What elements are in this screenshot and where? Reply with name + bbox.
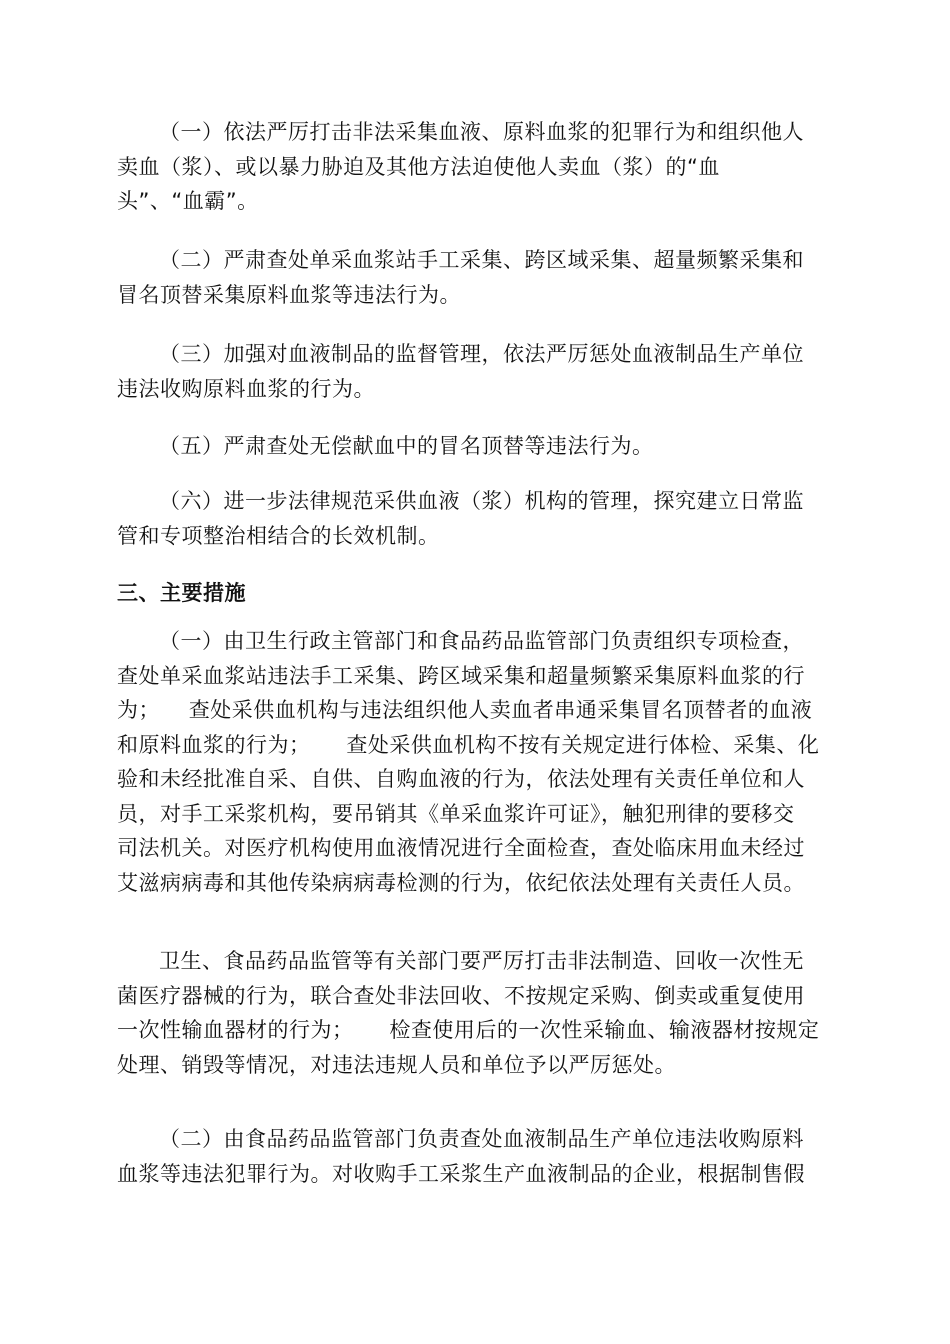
text-line: 处理、销毁等情况，对违法违规人员和单位予以严厉惩处。 <box>117 1052 676 1077</box>
text-line: 员，对手工采浆机构，要吊销其《单采血浆许可证》，触犯刑律的要移交 <box>117 801 795 826</box>
text-line: 头”、“血霸”。 <box>117 189 259 213</box>
paragraph-4 <box>117 429 833 464</box>
text-line: 一次性输血器材的行为； 检查使用后的一次性采输血、输液器材按规定 <box>117 1018 820 1042</box>
text-line: 卖血（浆）、或以暴力胁迫及其他方法迫使他人卖血（浆）的“血 <box>117 154 720 179</box>
text-line: 和原料血浆的行为； 查处采供血机构不按有关规定进行体检、采集、化 <box>117 732 820 757</box>
text-line: 管和专项整治相结合的长效机制。 <box>117 523 440 548</box>
paragraph-8 <box>117 1122 833 1191</box>
text-line: 违法收购原料血浆的行为。 <box>117 376 375 401</box>
text-line: 菌医疗器械的行为，联合查处非法回收、不按规定采购、倒卖或重复使用 <box>117 983 805 1008</box>
text-line: （二）严肃查处单采血浆站手工采集、跨区域采集、超量频繁采集和 <box>159 248 804 272</box>
text-line: （一）依法严厉打击非法采集血液、原料血浆的犯罪行为和组织他人 <box>159 120 804 144</box>
paragraph-1 <box>117 115 833 219</box>
text-line: 卫生、食品药品监管等有关部门要严厉打击非法制造、回收一次性无 <box>159 949 804 973</box>
text-line: （三）加强对血液制品的监督管理，依法严厉惩处血液制品生产单位 <box>159 342 804 366</box>
text-line: （五）严肃查处无偿献血中的冒名顶替等违法行为。 <box>159 434 654 458</box>
text-line: 验和未经批准自采、自供、自购血液的行为，依法处理有关责任单位和人 <box>117 767 805 791</box>
text-line: 查处单采血浆站违法手工采集、跨区域采集和超量频繁采集原料血浆的行 <box>117 663 805 688</box>
paragraph-3 <box>117 337 833 406</box>
text-line: 司法机关。对医疗机构使用血液情况进行全面检查，查处临床用血未经过 <box>117 836 805 860</box>
paragraph-6 <box>117 624 833 900</box>
text-line: （一）由卫生行政主管部门和食品药品监管部门负责组织专项检查， <box>159 629 804 653</box>
text-line: 艾滋病病毒和其他传染病病毒检测的行为，依纪依法处理有关责任人员。 <box>117 870 805 895</box>
paragraph-7 <box>117 944 833 1082</box>
text-line: （六）进一步法律规范采供血液（浆）机构的管理，探究建立日常监 <box>159 489 804 513</box>
text-line: 为； 查处采供血机构与违法组织他人卖血者串通采集冒名顶替者的血液 <box>117 698 813 722</box>
section-heading <box>117 576 833 611</box>
heading-text: 三、主要措施 <box>117 581 246 605</box>
paragraph-5 <box>117 484 833 553</box>
paragraph-2 <box>117 243 833 312</box>
text-line: 血浆等违法犯罪行为。对收购手工采浆生产血液制品的企业，根据制售假 <box>117 1161 805 1186</box>
text-line: 冒名顶替采集原料血浆等违法行为。 <box>117 282 461 307</box>
text-line: （二）由食品药品监管部门负责查处血液制品生产单位违法收购原料 <box>159 1127 804 1151</box>
